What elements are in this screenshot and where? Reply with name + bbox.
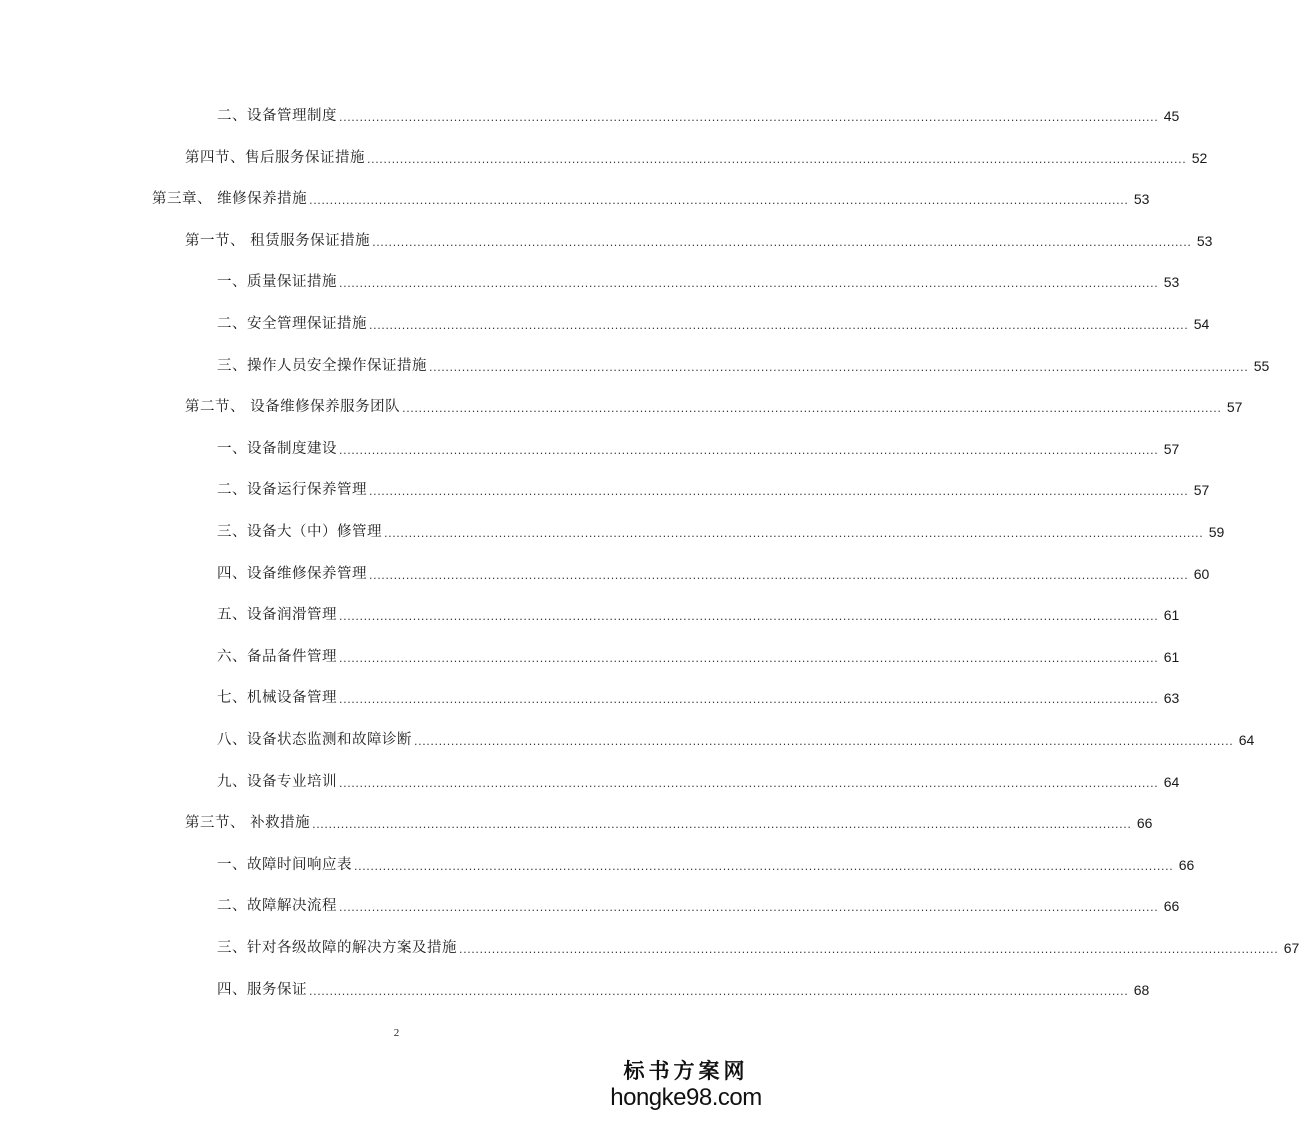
toc-entry[interactable] <box>217 770 1180 794</box>
toc-entry[interactable] <box>217 354 1270 378</box>
toc-dot-leader: ........................................................................................................................................................................................................ <box>384 527 1204 540</box>
toc-entry-page-number: 60 <box>1193 565 1210 582</box>
toc-entry-label: 一、设备制度建设 <box>217 440 337 457</box>
toc-entry-label: 第三节、 补救措施 <box>185 815 311 832</box>
toc-entry[interactable] <box>217 437 1180 461</box>
toc-entry[interactable] <box>217 603 1180 627</box>
toc-entry-page-number: 45 <box>1163 108 1180 124</box>
toc-entry-page-number: 54 <box>1193 316 1210 332</box>
toc-dot-leader: ........................................................................................................................................................................................................ <box>369 319 1189 332</box>
toc-entry[interactable] <box>185 811 1153 835</box>
toc-entry[interactable] <box>217 270 1180 294</box>
toc-entry[interactable] <box>217 312 1210 336</box>
toc-entry[interactable] <box>217 478 1210 502</box>
toc-entry-page-number: 66 <box>1178 856 1195 873</box>
toc-dot-leader: ........................................................................................................................................................................................................ <box>339 651 1159 665</box>
toc-dot-leader: ........................................................................................................................................................................................................ <box>309 984 1129 998</box>
toc-entry-page-number: 68 <box>1133 981 1150 998</box>
toc-dot-leader: ........................................................................................................................................................................................................ <box>339 610 1159 624</box>
toc-dot-leader: ........................................................................................................................................................................................................ <box>339 693 1159 707</box>
toc-dot-leader: ........................................................................................................................................................................................................ <box>354 859 1174 873</box>
toc-entry[interactable] <box>185 229 1213 253</box>
page-number: 2 <box>393 1027 400 1039</box>
toc-entry[interactable] <box>217 853 1195 877</box>
toc-dot-leader: ........................................................................................................................................................................................................ <box>339 443 1159 457</box>
toc-entry-page-number: 53 <box>1196 232 1213 249</box>
toc-dot-leader: ........................................................................................................................................................................................................ <box>429 360 1249 374</box>
toc-entry-label: 二、设备运行保养管理 <box>217 482 367 499</box>
watermark-brand: 标书方案网 <box>623 1058 749 1083</box>
toc-entry-page-number: 57 <box>1226 399 1243 416</box>
toc-dot-leader: ........................................................................................................................................................................................................ <box>372 235 1192 249</box>
toc-entry[interactable] <box>152 187 1150 211</box>
toc-entry-label: 二、安全管理保证措施 <box>217 316 367 332</box>
toc-entry-label: 一、故障时间响应表 <box>217 856 352 873</box>
toc-entry-label: 五、设备润滑管理 <box>217 607 337 624</box>
toc-entry-label: 四、设备维修保养管理 <box>217 565 367 582</box>
toc-entry-label: 四、服务保证 <box>217 981 307 998</box>
toc-entry-label: 九、设备专业培训 <box>217 773 337 790</box>
toc-entry-label: 二、故障解决流程 <box>217 898 337 915</box>
toc-entry-label: 三、设备大（中）修管理 <box>217 524 382 540</box>
toc-entry-page-number: 57 <box>1193 482 1210 499</box>
toc-entry-label: 第二节、 设备维修保养服务团队 <box>185 399 401 416</box>
toc-entry[interactable] <box>217 686 1180 710</box>
toc-entry-page-number: 66 <box>1163 898 1180 915</box>
toc-dot-leader: ........................................................................................................................................................................................................ <box>402 402 1222 416</box>
toc-dot-leader: ........................................................................................................................................................................................................ <box>312 818 1132 832</box>
toc-dot-leader: ........................................................................................................................................................................................................ <box>339 277 1159 291</box>
toc-entry-label: 三、针对各级故障的解决方案及措施 <box>217 940 457 956</box>
toc-entry-page-number: 64 <box>1238 732 1255 748</box>
toc-entry[interactable] <box>217 728 1255 752</box>
toc-entry[interactable] <box>185 395 1243 419</box>
toc-entry[interactable] <box>217 978 1150 1002</box>
toc-entry-label: 八、设备状态监测和故障诊断 <box>217 732 412 748</box>
toc-entry-page-number: 61 <box>1163 648 1180 665</box>
toc-entry-label: 第三章、 维修保养措施 <box>152 191 308 208</box>
toc-entry-label: 一、质量保证措施 <box>217 274 337 291</box>
toc-entry-label: 第四节、售后服务保证措施 <box>185 149 365 166</box>
toc-entry[interactable] <box>217 104 1180 128</box>
toc-entry-page-number: 52 <box>1191 149 1208 166</box>
toc-entry[interactable] <box>217 562 1210 586</box>
toc-dot-leader: ........................................................................................................................................................................................................ <box>459 943 1279 956</box>
toc-entry-page-number: 53 <box>1163 274 1180 291</box>
toc-entry-page-number: 61 <box>1163 607 1180 624</box>
toc-entry-label: 三、操作人员安全操作保证措施 <box>217 357 427 374</box>
toc-dot-leader: ........................................................................................................................................................................................................ <box>369 568 1189 582</box>
toc-entry-page-number: 59 <box>1208 524 1225 540</box>
toc-entry-page-number: 63 <box>1163 690 1180 707</box>
toc-dot-leader: ........................................................................................................................................................................................................ <box>339 776 1159 790</box>
toc-entry-label: 六、备品备件管理 <box>217 648 337 665</box>
toc-entry-label: 第一节、 租赁服务保证措施 <box>185 232 371 249</box>
toc-entry-label: 七、机械设备管理 <box>217 690 337 707</box>
toc-dot-leader: ........................................................................................................................................................................................................ <box>414 735 1234 748</box>
toc-entry-page-number: 64 <box>1163 773 1180 790</box>
toc-entry-label: 二、设备管理制度 <box>217 108 337 124</box>
site-watermark <box>591 1058 781 1112</box>
toc-dot-leader: ........................................................................................................................................................................................................ <box>367 152 1187 166</box>
toc-entry[interactable] <box>217 520 1225 544</box>
toc-entry[interactable] <box>185 146 1208 170</box>
toc-dot-leader: ........................................................................................................................................................................................................ <box>339 111 1159 124</box>
toc-entry-page-number: 66 <box>1136 815 1153 832</box>
toc-entry-page-number: 67 <box>1283 940 1299 956</box>
toc-dot-leader: ........................................................................................................................................................................................................ <box>369 485 1189 499</box>
toc-dot-leader: ........................................................................................................................................................................................................ <box>309 194 1129 208</box>
toc-dot-leader: ........................................................................................................................................................................................................ <box>339 901 1159 915</box>
toc-entry[interactable] <box>217 645 1180 669</box>
toc-entry[interactable] <box>217 894 1180 918</box>
toc-entry[interactable] <box>217 936 1299 960</box>
watermark-url: hongke98.com <box>610 1084 762 1111</box>
toc-entry-page-number: 57 <box>1163 440 1180 457</box>
toc-entry-page-number: 53 <box>1133 191 1150 208</box>
toc-entry-page-number: 55 <box>1253 357 1270 374</box>
